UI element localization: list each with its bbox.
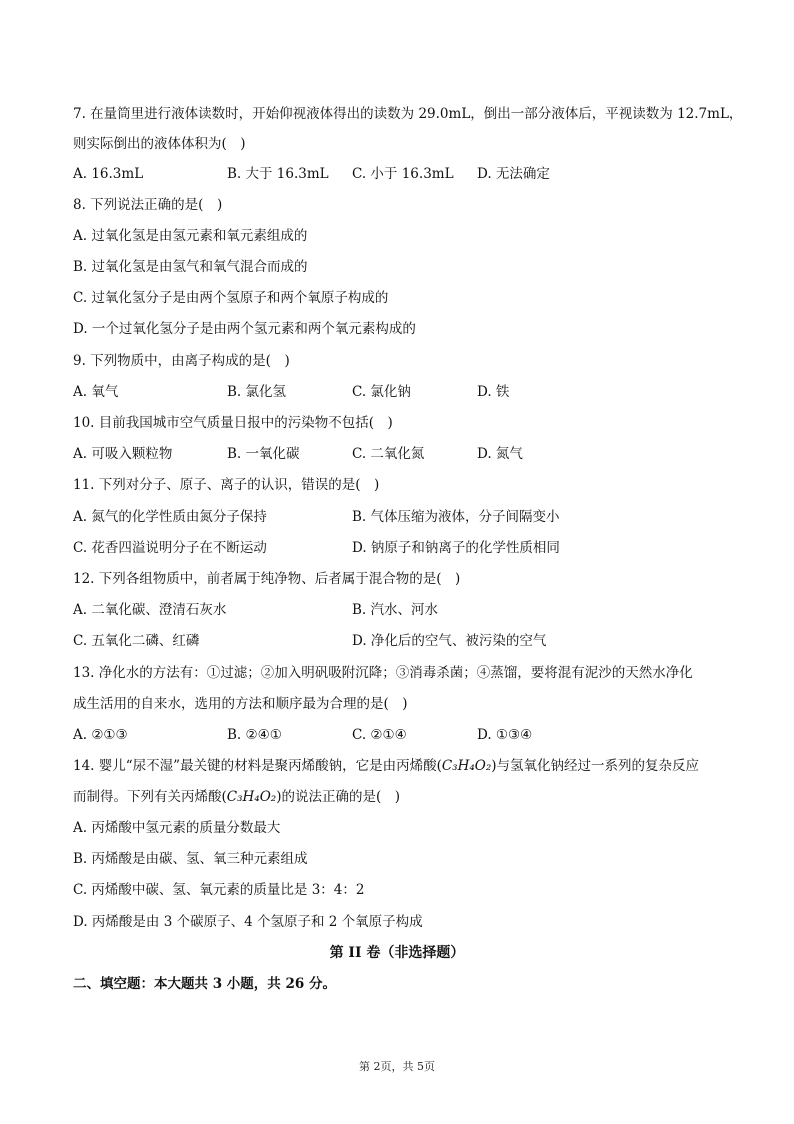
q14-option-c: C. 丙烯酸中碳、氢、氧元素的质量比是 3：4：2: [73, 882, 365, 898]
q7-option-a: A. 16.3mL: [73, 166, 144, 182]
q9-stem: 9. 下列物质中，由离子构成的是( ): [73, 353, 290, 369]
q8-option-c: C. 过氧化氢分子是由两个氢原子和两个氧原子构成的: [73, 290, 389, 306]
q14-option-a: A. 丙烯酸中氢元素的质量分数最大: [73, 820, 281, 836]
q9-option-b: B. 氯化氢: [227, 384, 287, 400]
q14-stem-line2-start: 而制得。下列有关丙烯酸(: [73, 789, 227, 805]
q13-option-d: D. ①③④: [477, 727, 533, 743]
q11-option-a: A. 氮气的化学性质由氮分子保持: [73, 509, 267, 525]
page-number: 第 2页，共 5页: [359, 1060, 435, 1073]
q14-formula: C₃H₄O₂: [441, 758, 492, 774]
q12-option-b: B. 汽水、河水: [352, 602, 439, 618]
q11-option-c: C. 花香四溢说明分子在不断运动: [73, 540, 267, 556]
q13-stem-line1: 13. 净化水的方法有：①过滤；②加入明矾吸附沉降；③消毒杀菌；④蒸馏，要将混有泥沙的天然水净化: [73, 665, 693, 681]
section-subtitle: 二、填空题：本大题共 3 小题，共 26 分。: [73, 976, 336, 992]
q9-option-d: D. 铁: [477, 384, 510, 400]
q12-option-a: A. 二氧化碳、澄清石灰水: [73, 602, 227, 618]
q11-option-d: D. 钠原子和钠离子的化学性质相同: [352, 540, 560, 556]
q10-option-b: B. 一氧化碳: [227, 446, 300, 462]
q12-option-d: D. 净化后的空气、被污染的空气: [352, 633, 547, 649]
q7-option-c: C. 小于 16.3mL: [352, 166, 454, 182]
q13-option-a: A. ②①③: [73, 727, 128, 743]
q12-option-c: C. 五氧化二磷、红磷: [73, 633, 200, 649]
q10-option-c: C. 二氧化氮: [352, 446, 425, 462]
q8-stem: 8. 下列说法正确的是( ): [73, 197, 223, 213]
q7-stem-line1: 7. 在量筒里进行液体读数时，开始仰视液体得出的读数为 29.0mL，倒出一部分液体后，平视读数为 12.7mL，: [73, 106, 743, 122]
q10-option-d: D. 氮气: [477, 446, 523, 462]
q8-option-b: B. 过氧化氢是由氢气和氧气混合而成的: [73, 259, 308, 275]
q14-stem-line1-start: 14. 婴儿“尿不湿”最关键的材料是聚丙烯酸钠，它是由丙烯酸(: [73, 758, 442, 774]
q14-stem-line1-end: )与氢氧化钠经过一系列的复杂反应: [491, 758, 700, 774]
q7-option-b: B. 大于 16.3mL: [227, 166, 329, 182]
q11-stem: 11. 下列对分子、原子、离子的认识，错误的是( ): [73, 477, 380, 493]
section-title: 第 II 卷（非选择题）: [329, 945, 465, 961]
q12-stem: 12. 下列各组物质中，前者属于纯净物、后者属于混合物的是( ): [73, 571, 461, 587]
q14-option-b: B. 丙烯酸是由碳、氢、氧三种元素组成: [73, 851, 308, 867]
q9-option-c: C. 氯化钠: [352, 384, 411, 400]
q13-option-b: B. ②④①: [227, 727, 282, 743]
q9-option-a: A. 氧气: [73, 384, 119, 400]
q10-stem: 10. 目前我国城市空气质量日报中的污染物不包括( ): [73, 415, 393, 431]
q13-stem-line2: 成生活用的自来水，选用的方法和顺序最为合理的是( ): [73, 696, 408, 712]
q14-stem-line2: [73, 787, 400, 807]
q14-stem-line2-end: )的说法正确的是( ): [276, 789, 400, 805]
q11-option-b: B. 气体压缩为液体，分子间隔变小: [352, 509, 560, 525]
q14-formula-repeat: C₃H₄O₂: [226, 789, 277, 805]
q14-option-d: D. 丙烯酸是由 3 个碳原子、4 个氢原子和 2 个氧原子构成: [73, 914, 423, 930]
q13-option-c: C. ②①④: [352, 727, 407, 743]
q10-option-a: A. 可吸入颗粒物: [73, 446, 173, 462]
q8-option-d: D. 一个过氧化氢分子是由两个氢元素和两个氧元素构成的: [73, 321, 416, 337]
q7-option-d: D. 无法确定: [477, 166, 550, 182]
q14-stem-line1: [73, 756, 699, 776]
q8-option-a: A. 过氧化氢是由氢元素和氧元素组成的: [73, 228, 308, 244]
q7-stem-line2: 则实际倒出的液体体积为( ): [73, 136, 246, 152]
